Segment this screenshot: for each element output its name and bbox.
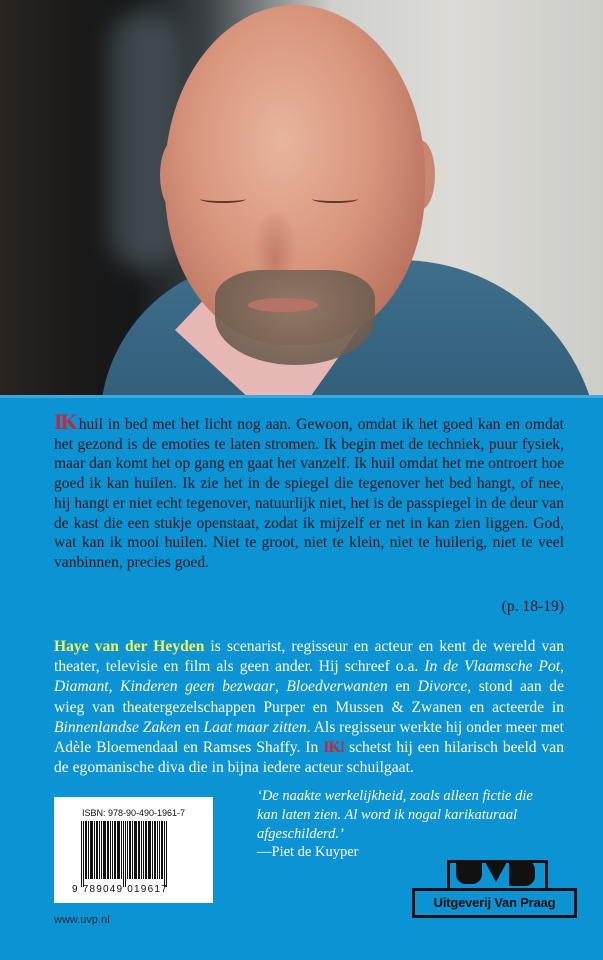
bio-work-title: Diamant [54,678,109,696]
bio-work-title: Kinderen geen bezwaar [120,678,275,696]
bio-text: , [560,658,564,676]
photo-mouth [248,298,318,312]
excerpt-text: huil in bed met het licht nog aan. Gewoon, omdat ik het goed kan en omdat het gezond is de emoties te laten stromen. Ik begin met de techniek, puur fysiek, maar dan komt het op gang en gaat het vanzelf. Ik huil omdat het me ontroert hoe goed ik kan huilen. Ik zie het in de spiegel die tegenover het bed hangt, of nee, hij hangt er niet echt tegenover, natuurlijk niet, het is de passpiegel in de deur van de kast die een stukje openstaat, zodat ik mijzelf er net in kan zien liggen. God, wat kan ik mooi huilen. Niet te groot, niet te klein, niet te huilerig, niet te veel vanbinnen, precies goed. [54,416,564,571]
isbn-label: ISBN: 978-90-490-1961-7 [81,808,186,818]
review-quote: ‘De naakte werkelijkheid, zoals alleen fictie die kan laten zien. Al word ik nogal karikaturaal afgeschilderd.’ [257,788,533,842]
logo-v-icon [484,860,508,882]
publisher-logo [412,860,577,920]
bio-work-title: In de Vlaamsche Pot [424,658,561,676]
excerpt-page-reference: (p. 18-19) [501,598,564,615]
barcode-bars-icon [81,821,191,885]
bio-text: en [387,678,418,696]
author-name: Haye van der Heyden [54,638,205,655]
publisher-url[interactable]: www.uvp.nl [54,914,110,926]
bio-text: , [274,678,287,696]
bio-text: . Als regisseur werkte hij onder meer met Adèle Bloemendaal en Ramses Shaffy. In [54,718,565,757]
logo-u-icon [456,860,482,884]
book-title-inline: IK! [323,739,345,757]
bio-text: schetst hij een hilarisch beeld van de egomanische diva die in bijna iedere acteur schuilgaat. [54,739,564,777]
logo-name-bar [412,888,577,918]
bio-work-title: Binnenlandse Zaken [54,718,181,736]
photo-eye-left [200,195,246,203]
bio-work-title: Divorce [417,678,468,696]
logo-p-icon [509,860,535,886]
book-excerpt [54,409,564,573]
bio-text: , stond aan de wieg van theatergezelschappen Purper en Mussen & Zwanen en acteerde in [54,678,565,716]
isbn-barcode [54,797,213,903]
photo-divider [0,395,603,398]
bio-text: en [180,718,204,736]
dropcap-ik: IK [54,409,76,434]
photo-eye-right [312,195,358,203]
publisher-name: Uitgeverij Van Praag [433,895,556,910]
barcode-digits: 9 789049 019617 [72,884,168,895]
quote-author: —Piet de Kuyper [257,844,359,860]
author-photo [0,0,603,395]
bio-work-title: Bloedverwanten [286,678,388,696]
bio-text: , [108,678,121,696]
bio-work-title: Laat maar zitten [203,718,307,736]
photo-beard [215,270,375,365]
author-bio [54,637,564,778]
bio-text: is scenarist, regisseur en acteur en kent de wereld van theater, televisie en film als geen ander. Hij schreef o.a. [54,638,564,676]
